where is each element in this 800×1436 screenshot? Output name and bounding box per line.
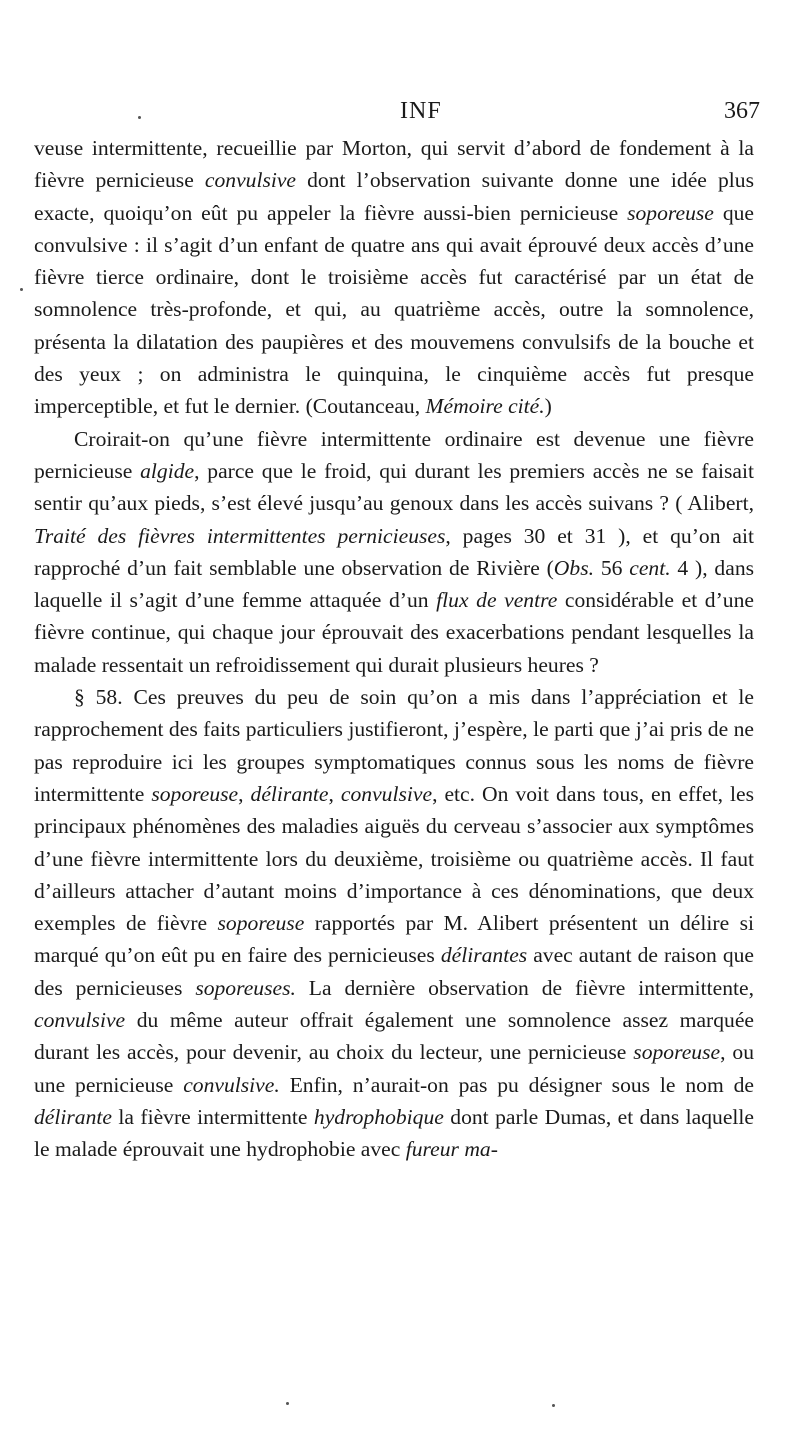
- italic-text: soporeuse: [627, 200, 714, 225]
- italic-text: flux de ventre: [436, 588, 558, 613]
- print-speck: [20, 288, 23, 291]
- italic-text: Mémoire cité.: [425, 394, 545, 419]
- italic-text: convulsive: [34, 1008, 126, 1033]
- text-run: 4 ), dans laquelle il s’agit d’une femme attaquée d’un: [34, 555, 755, 613]
- text-run: veuse intermittente, recueillie par Morton, qui servit d’abord de fondement à la fièvre pernicieuse: [34, 136, 754, 193]
- text-run: 56: [594, 555, 630, 580]
- text-run: ,: [238, 781, 251, 806]
- text-run: , etc. On voit dans tous, en effet, les principaux phénomènes des maladies aiguës du cerveau s’associer aux symptômes d’une fièvre intermittente lors du deuxième, troisième ou quatrième accès. Il faut d’ailleurs attacher d’autant moins d’importance à ces dénominations, que deux exemples de fièvre: [34, 781, 755, 936]
- running-header: [30, 98, 760, 132]
- text-run: , parce que le froid, qui durant les premiers accès ne se faisait sentir qu’aux pieds, s’est élevé jusqu’au genoux dans les accès suivans ? ( Alibert,: [34, 458, 754, 516]
- print-speck: [138, 116, 141, 119]
- italic-text: fureur ma-: [405, 1137, 498, 1162]
- italic-text: délirantes: [440, 943, 528, 968]
- text-run: ): [544, 394, 552, 419]
- print-speck: [552, 1404, 555, 1407]
- italic-text: cent.: [629, 555, 671, 580]
- italic-text: Traité des fièvres intermittentes pernicieuses: [34, 523, 446, 548]
- text-run: avec autant de raison que des pernicieuses: [34, 943, 754, 1000]
- text-run: du même auteur offrait également une somnolence assez marquée durant les accès, pour devenir, au choix du lecteur, une pernicieuse: [34, 1008, 754, 1065]
- text-run: dont parle Dumas, et dans laquelle le malade éprouvait une hydrophobie avec: [34, 1104, 754, 1162]
- italic-text: soporeuse: [633, 1040, 721, 1065]
- italic-text: hydrophobique: [313, 1104, 444, 1129]
- italic-text: soporeuses.: [195, 975, 296, 1000]
- italic-text: soporeuse: [217, 911, 305, 936]
- page-body: [34, 132, 754, 1166]
- paragraph: [34, 681, 754, 1165]
- print-speck: [286, 1402, 289, 1405]
- paragraph: [34, 132, 754, 423]
- text-run: considérable et d’une fièvre continue, qui chaque jour éprouvait des exacerbations pendant lesquelles la malade ressentait un refroidissement qui durait plusieurs heures ?: [34, 588, 754, 677]
- text-run: dont l’observation suivante donne une idée plus exacte, quoiqu’on eût pu appeler la fièvre aussi-bien pernicieuse: [34, 168, 754, 225]
- italic-text: soporeuse: [151, 781, 239, 806]
- italic-text: délirante: [250, 781, 329, 806]
- text-run: rapportés par M. Alibert présentent un délire si marqué qu’on eût pu en faire des pernicieuses: [34, 911, 754, 968]
- text-run: la fièvre intermittente: [111, 1104, 314, 1129]
- text-run: ,: [328, 781, 341, 806]
- paragraph: [34, 423, 754, 681]
- text-run: , pages 30 et 31 ), et qu’on ait rapproché d’un fait semblable une observation de Rivière (: [34, 523, 754, 580]
- italic-text: Obs.: [553, 555, 594, 580]
- italic-text: convulsive.: [183, 1072, 280, 1097]
- text-run: Enfin, n’aurait-on pas pu désigner sous le nom de: [279, 1072, 754, 1097]
- italic-text: délirante: [34, 1104, 112, 1129]
- running-title: INF: [400, 98, 442, 124]
- italic-text: convulsive: [204, 168, 297, 193]
- text-run: que convulsive : il s’agit d’un enfant de quatre ans qui avait éprouvé deux accès d’une fièvre tierce ordinaire, dont le troisième accès fut caractérisé par un état de somnolence très-profonde, et qui, au quatrième accès, outre la somnolence, présenta la dilatation des paupières et des mouvemens convulsifs de la bouche et des yeux ; on administra le quinquina, le cinquième accès fut presque imperceptible, et fut le dernier. (Coutanceau,: [34, 200, 754, 419]
- text-run: § 58. Ces preuves du peu de soin qu’on a mis dans l’appréciation et le rapprochement des faits particuliers justifieront, j’espère, le parti que j’ai pris de ne pas reproduire ici les groupes symptomatiques connus sous les noms de fièvre intermittente: [34, 685, 754, 806]
- text-run: Croirait-on qu’une fièvre intermittente ordinaire est devenue une fièvre pernicieuse: [34, 426, 754, 483]
- page-number: 367: [724, 98, 760, 124]
- italic-text: algide: [140, 458, 195, 483]
- text-run: La dernière observation de fièvre intermittente,: [295, 975, 754, 1000]
- text-run: , ou une pernicieuse: [34, 1040, 755, 1097]
- italic-text: convulsive: [340, 781, 433, 806]
